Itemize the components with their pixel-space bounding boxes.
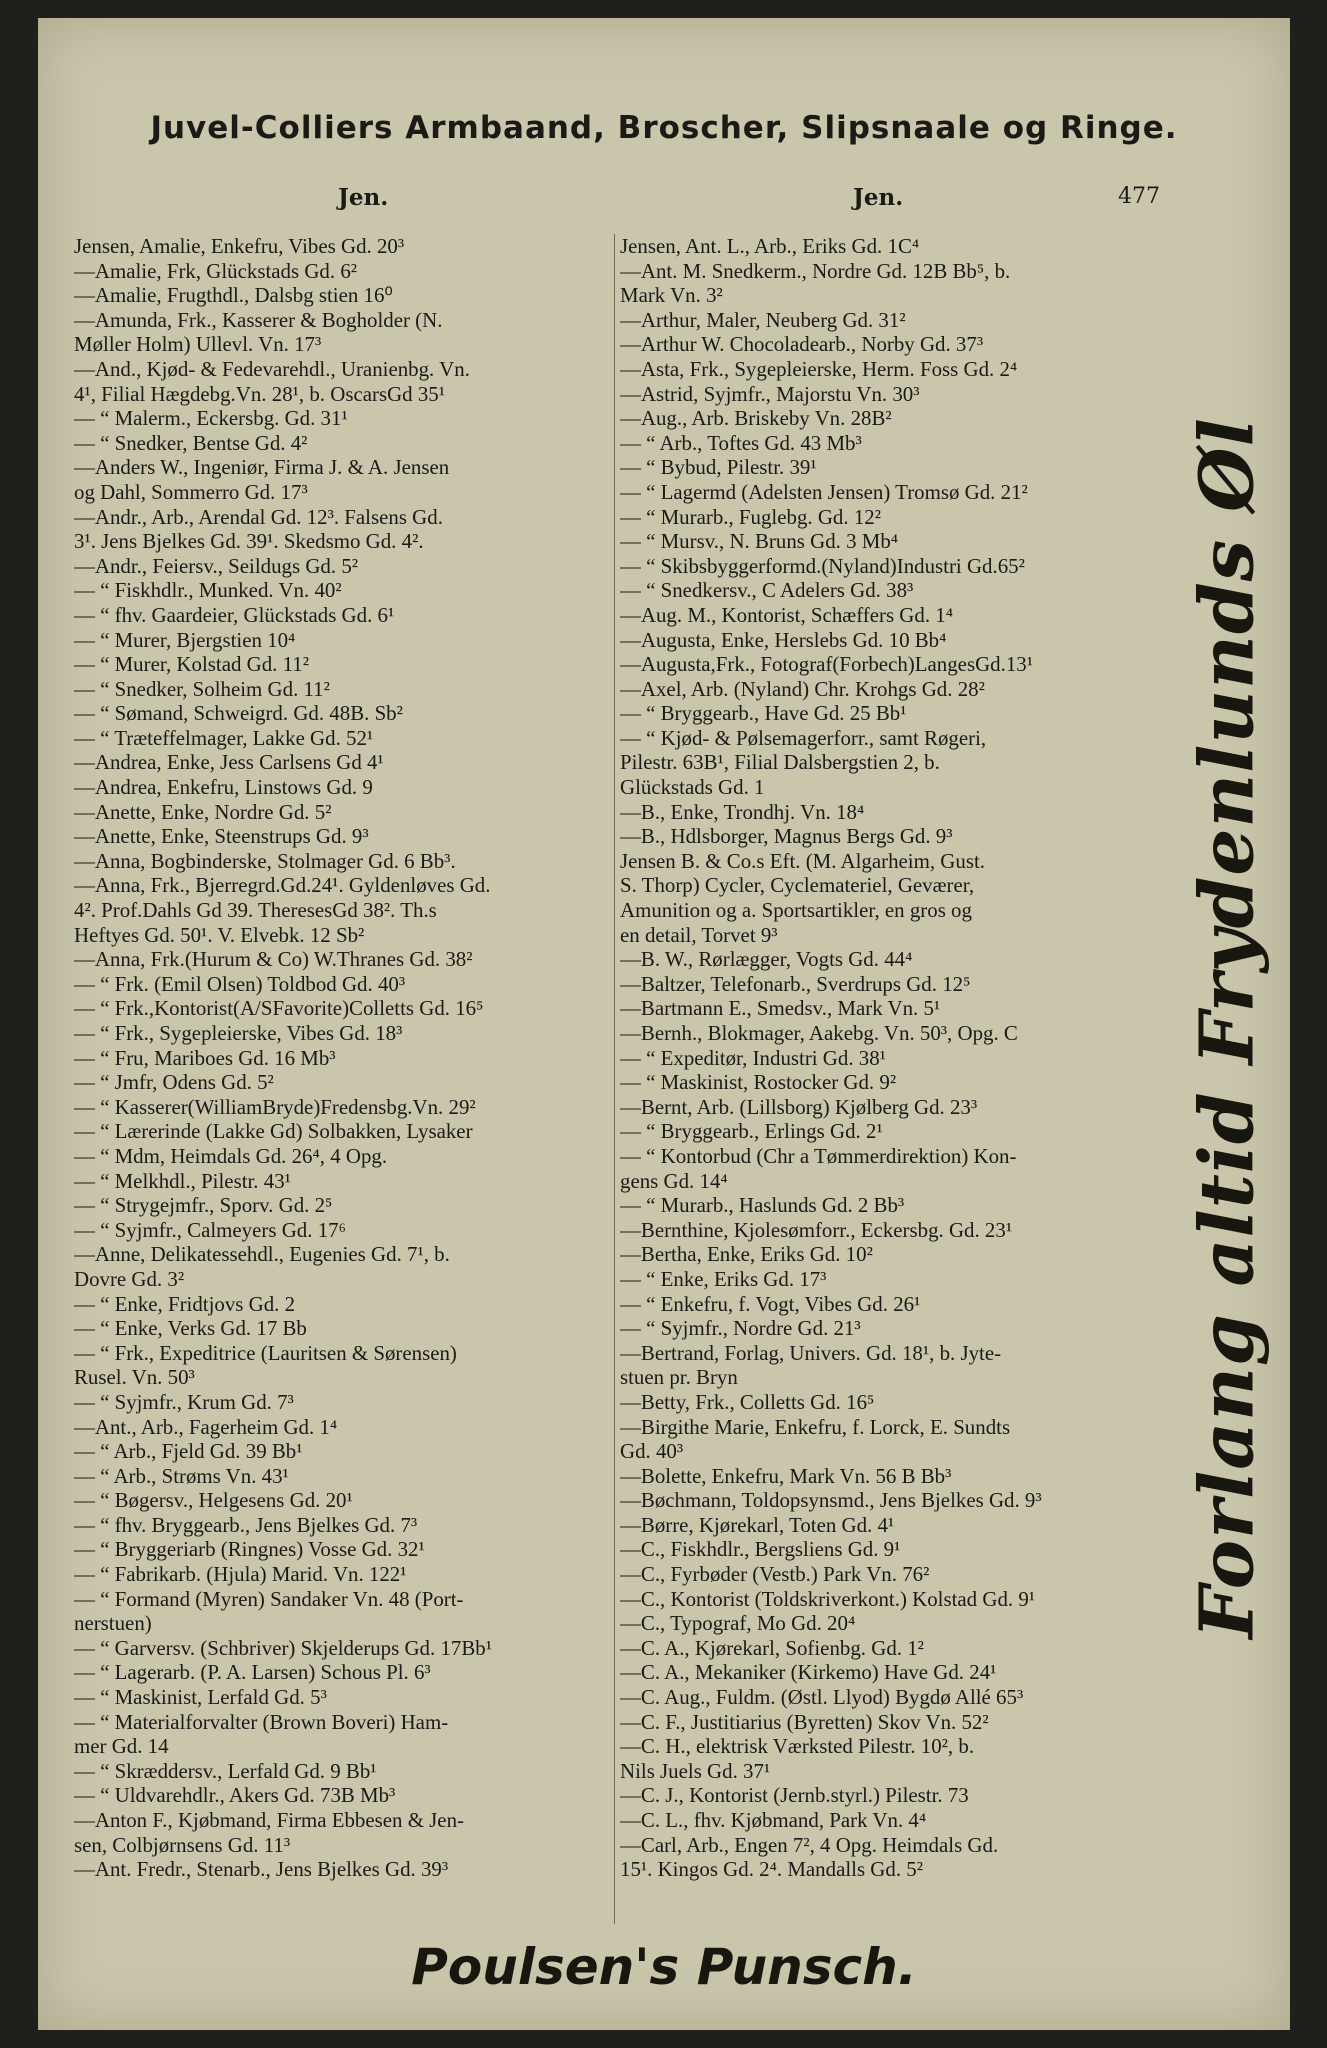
directory-entry-line: Dovre Gd. 3² [74,1266,185,1291]
directory-entry-line: —Arthur W. Chocoladearb., Norby Gd. 37³ [620,332,984,357]
directory-entry-line: — “ fhv. Gaardeier, Glückstads Gd. 6¹ [74,602,395,627]
directory-entry-line: —Astrid, Syjmfr., Majorstu Vn. 30³ [620,381,920,406]
page-number: 477 [1118,184,1160,209]
directory-entry-line: — “ Enke, Fridtjovs Gd. 2 [74,1291,296,1316]
directory-entry-line: Rusel. Vn. 50³ [74,1365,195,1390]
directory-entry-line: —Anna, Frk.(Hurum & Co) W.Thranes Gd. 38² [74,947,473,972]
directory-entry-line: — “ Sømand, Schweigrd. Gd. 48B. Sb² [74,701,403,726]
running-head-left: Jen. [338,184,389,211]
directory-entry-line: — “ Skibsbyggerformd.(Nyland)Industri Gd.65² [620,553,1025,578]
directory-entry-line: — “ Arb., Strøms Vn. 43¹ [74,1463,289,1488]
directory-entry-line: — “ fhv. Bryggearb., Jens Bjelkes Gd. 7³ [74,1512,418,1537]
directory-entry-line: —C. A., Mekaniker (Kirkemo) Have Gd. 24¹ [620,1660,997,1685]
directory-entry-line: gens Gd. 14⁴ [620,1168,728,1193]
directory-entry-line: — “ Syjmfr., Krum Gd. 7³ [74,1389,294,1414]
directory-entry-line: — “ Formand (Myren) Sandaker Vn. 48 (Port- [74,1586,464,1611]
directory-entry-line: — “ Fru, Mariboes Gd. 16 Mb³ [74,1045,336,1070]
directory-entry-line: — “ Snedkersv., C Adelers Gd. 38³ [620,578,914,603]
directory-entry-line: — “ Frk.,Kontorist(A/SFavorite)Colletts Gd. 16⁵ [74,996,484,1021]
directory-entry-line: S. Thorp) Cycler, Cyclemateriel, Geværer, [620,873,975,898]
column-divider [614,234,615,1924]
directory-entry-line: Gd. 40³ [620,1439,684,1464]
directory-entry-line: —Ant. Fredr., Stenarb., Jens Bjelkes Gd. 39³ [74,1857,449,1882]
directory-entry-line: — “ Mdm, Heimdals Gd. 26⁴, 4 Opg. [74,1143,388,1168]
directory-entry-line: — “ Melkhdl., Pilestr. 43¹ [74,1168,291,1193]
directory-entry-line: —Andr., Arb., Arendal Gd. 12³. Falsens Gd. [74,504,443,529]
directory-entry-line: — “ Uldvarehdlr., Akers Gd. 73B Mb³ [74,1783,396,1808]
directory-entry-line: —Birgithe Marie, Enkefru, f. Lorck, E. Sundts [620,1414,1011,1439]
directory-entry-line: — “ Lærerinde (Lakke Gd) Solbakken, Lysaker [74,1119,473,1144]
directory-entry-line: —Augusta, Enke, Herslebs Gd. 10 Bb⁴ [620,627,947,652]
directory-entry-line: — “ Malerm., Eckersbg. Gd. 31¹ [74,406,348,431]
directory-entry-line: —C., Kontorist (Toldskriverkont.) Kolstad Gd. 9¹ [620,1586,1036,1611]
directory-entry-line: —C., Fiskhdlr., Bergsliens Gd. 9¹ [620,1537,901,1562]
directory-entry-line: — “ Fiskhdlr., Munked. Vn. 40² [74,578,342,603]
directory-entry-line: — “ Maskinist, Lerfald Gd. 5³ [74,1685,327,1710]
directory-entry-line: —C. F., Justitiarius (Byretten) Skov Vn. 52² [620,1709,989,1734]
directory-entry-line: —Aug., Arb. Briskeby Vn. 28B² [620,406,892,431]
directory-entry-line: — “ Murer, Bjergstien 10⁴ [74,627,296,652]
directory-entry-line: — “ Syjmfr., Nordre Gd. 21³ [620,1316,861,1341]
directory-entry-line: —Augusta,Frk., Fotograf(Forbech)LangesGd.13¹ [620,652,1033,677]
directory-entry-line: —Bolette, Enkefru, Mark Vn. 56 B Bb³ [620,1463,952,1488]
left-column [74,234,614,1882]
directory-entry-line: —Anton F., Kjøbmand, Firma Ebbesen & Jen- [74,1808,464,1832]
directory-entry-line: —C. J., Kontorist (Jernb.styrl.) Pilestr. 73 [620,1783,969,1808]
directory-entry-line: Jensen, Amalie, Enkefru, Vibes Gd. 20³ [74,234,405,258]
directory-entry-line: — “ Frk., Sygepleierske, Vibes Gd. 18³ [74,1021,403,1045]
directory-entry-line: — “ Murarb., Haslunds Gd. 2 Bb³ [620,1193,905,1218]
directory-entry-line: — “ Murer, Kolstad Gd. 11² [74,652,309,677]
directory-entry-line: 4¹, Filial Hægdebg.Vn. 28¹, b. OscarsGd 35¹ [74,381,446,406]
directory-entry-line: —C. L., fhv. Kjøbmand, Park Vn. 4⁴ [620,1808,927,1832]
directory-entry-line: —Andr., Feiersv., Seildugs Gd. 5² [74,553,359,578]
directory-entry-line: —Anna, Bogbinderske, Stolmager Gd. 6 Bb³. [74,848,456,873]
directory-entry-line: —Bartmann E., Smedsv., Mark Vn. 5¹ [620,996,941,1021]
directory-entry-line: — “ Syjmfr., Calmeyers Gd. 17⁶ [74,1217,346,1242]
directory-entry-line: — “ Snedker, Solheim Gd. 11² [74,676,330,701]
directory-entry-line: — “ Strygejmfr., Sporv. Gd. 2⁵ [74,1193,333,1218]
directory-entry-line: Amunition og a. Sportsartikler, en gros og [620,898,972,923]
directory-entry-line: —B., Enke, Trondhj. Vn. 18⁴ [620,799,865,824]
directory-entry-line: — “ Kjød- & Pølsemagerforr., samt Røgeri, [620,725,987,750]
directory-entry-line: — “ Arb., Fjeld Gd. 39 Bb¹ [74,1439,303,1464]
directory-entry-line: —And., Kjød- & Fedevarehdl., Uranienbg. Vn. [74,356,470,381]
directory-entry-line: — “ Bybud, Pilestr. 39¹ [620,455,817,480]
directory-entry-line: — “ Bryggeriarb (Ringnes) Vosse Gd. 32¹ [74,1537,425,1562]
directory-entry-line: — “ Bryggearb., Have Gd. 25 Bb¹ [620,701,907,726]
directory-entry-line: — “ Bryggearb., Erlings Gd. 2¹ [620,1119,883,1144]
directory-entry-line: —Ant. M. Snedkerm., Nordre Gd. 12B Bb⁵, b. [620,258,1011,283]
directory-entry-line: — “ Expeditør, Industri Gd. 38¹ [620,1045,886,1070]
directory-entry-line: — “ Lagerarb. (P. A. Larsen) Schous Pl. 6³ [74,1660,431,1685]
directory-entry-line: —C., Fyrbøder (Vestb.) Park Vn. 76² [620,1562,930,1587]
directory-entry-line: —B. W., Rørlægger, Vogts Gd. 44⁴ [620,947,913,972]
directory-entry-line: stuen pr. Bryn [620,1365,738,1390]
right-column [620,234,1172,1882]
directory-entry-line: — “ Arb., Toftes Gd. 43 Mb³ [620,430,862,455]
side-advertisement-text: Forlang altid Frydenlunds Øl [1185,417,1272,1639]
directory-entry-line: — “ Garversv. (Schbriver) Skjelderups Gd. 17Bb¹ [74,1635,492,1660]
directory-entry-line: og Dahl, Sommerro Gd. 17³ [74,479,308,504]
side-advertisement [1153,417,1303,1639]
directory-entry-line: —Bernthine, Kjolesømforr., Eckersbg. Gd. 23¹ [620,1217,1013,1242]
directory-entry-line: — “ Kasserer(WilliamBryde)Fredensbg.Vn. 29² [74,1094,476,1119]
directory-entry-line: —Anne, Delikatessehdl., Eugenies Gd. 7¹, b. [74,1242,450,1267]
directory-entry-line: —Anette, Enke, Nordre Gd. 5² [74,799,332,824]
directory-entry-line: — “ Fabrikarb. (Hjula) Marid. Vn. 122¹ [74,1562,407,1587]
directory-entry-line: —Anette, Enke, Steenstrups Gd. 9³ [74,824,369,849]
directory-entry-line: — “ Jmfr, Odens Gd. 5² [74,1070,274,1095]
directory-entry-line: —Bertrand, Forlag, Univers. Gd. 18¹, b. Jyte- [620,1340,1002,1365]
directory-entry-line: — “ Maskinist, Rostocker Gd. 9² [620,1070,897,1095]
directory-entry-line: mer Gd. 14 [74,1734,169,1759]
top-advertisement: Juvel-Colliers Armbaand, Broscher, Slipsnaale og Ringe. [150,110,1178,146]
directory-entry-line: —Amunda, Frk., Kasserer & Bogholder (N. [74,307,443,332]
directory-entry-line: —Anders W., Ingeniør, Firma J. & A. Jensen [74,455,450,480]
directory-entry-line: — “ Enke, Eriks Gd. 17³ [620,1266,827,1291]
directory-entry-line: —Bernt, Arb. (Lillsborg) Kjølberg Gd. 23³ [620,1094,978,1119]
directory-entry-line: Heftyes Gd. 50¹. V. Elvebk. 12 Sb² [74,922,365,947]
directory-entry-line: —Asta, Frk., Sygepleierske, Herm. Foss Gd. 2⁴ [620,356,1018,381]
directory-entry-line: —Ant., Arb., Fagerheim Gd. 1⁴ [74,1414,338,1439]
directory-entry-line: —C. Aug., Fuldm. (Østl. Llyod) Bygdø Allé 65³ [620,1685,1024,1710]
directory-entry-line: 15¹. Kingos Gd. 2⁴. Mandalls Gd. 5² [620,1857,923,1882]
directory-entry-line: —Bertha, Enke, Eriks Gd. 10² [620,1242,873,1267]
directory-entry-line: — “ Enke, Verks Gd. 17 Bb [74,1316,307,1341]
directory-entry-line: —Andrea, Enke, Jess Carlsens Gd 4¹ [74,750,384,775]
directory-entry-line: —C. H., elektrisk Værksted Pilestr. 10², b. [620,1734,975,1759]
directory-entry-line: —Bøchmann, Toldopsynsmd., Jens Bjelkes Gd. 9³ [620,1488,1042,1513]
directory-entry-line: — “ Mursv., N. Bruns Gd. 3 Mb⁴ [620,529,899,554]
directory-entry-line: —Amalie, Frugthdl., Dalsbg stien 16⁰ [74,283,393,308]
directory-entry-line: —Arthur, Maler, Neuberg Gd. 31² [620,307,906,332]
directory-entry-line: en detail, Torvet 9³ [620,922,778,947]
directory-entry-line: — “ Snedker, Bentse Gd. 4² [74,430,308,455]
directory-entry-line: Pilestr. 63B¹, Filial Dalsbergstien 2, b. [620,750,940,775]
directory-entry-line: nerstuen) [74,1611,152,1636]
directory-entry-line: —Carl, Arb., Engen 7², 4 Opg. Heimdals Gd. [620,1832,999,1857]
directory-entry-line: Mark Vn. 3² [620,283,723,308]
directory-entry-line: —C., Typograf, Mo Gd. 20⁴ [620,1611,856,1636]
directory-entry-line: — “ Frk. (Emil Olsen) Toldbod Gd. 40³ [74,971,406,996]
directory-entry-line: —Aug. M., Kontorist, Schæffers Gd. 1⁴ [620,602,954,627]
directory-entry-line: —Bernh., Blokmager, Aakebg. Vn. 50³, Opg. C [620,1021,1018,1045]
directory-entry-line: —Baltzer, Telefonarb., Sverdrups Gd. 12⁵ [620,971,971,996]
directory-entry-line: — “ Bøgersv., Helgesens Gd. 20¹ [74,1488,353,1513]
directory-entry-line: — “ Skræddersv., Lerfald Gd. 9 Bb¹ [74,1758,377,1783]
directory-entry-line: Jensen, Ant. L., Arb., Eriks Gd. 1C⁴ [620,234,920,258]
directory-entry-line: —Amalie, Frk, Glückstads Gd. 6² [74,258,358,283]
directory-entry-line: —B., Hdlsborger, Magnus Bergs Gd. 9³ [620,824,953,849]
directory-entry-line: sen, Colbjørnsens Gd. 11³ [74,1832,291,1857]
directory-entry-line: — “ Frk., Expeditrice (Lauritsen & Sørensen) [74,1340,457,1365]
directory-entry-line: Nils Juels Gd. 37¹ [620,1758,771,1783]
directory-entry-line: — “ Materialforvalter (Brown Boveri) Ham- [74,1709,449,1734]
directory-entry-line: — “ Lagermd (Adelsten Jensen) Tromsø Gd. 21² [620,479,1028,504]
directory-entry-line: —Børre, Kjørekarl, Toten Gd. 4¹ [620,1512,895,1537]
directory-entry-line: —C. A., Kjørekarl, Sofienbg. Gd. 1² [620,1635,924,1660]
directory-entry-line: Glückstads Gd. 1 [620,775,765,800]
directory-entry-line: — “ Murarb., Fuglebg. Gd. 12² [620,504,881,529]
directory-entry-line: Jensen B. & Co.s Eft. (M. Algarheim, Gust. [620,848,985,873]
directory-entry-line: —Betty, Frk., Colletts Gd. 16⁵ [620,1389,875,1414]
bottom-advertisement: Poulsen's Punsch. [411,1938,917,1996]
directory-entry-line: — “ Kontorbud (Chr a Tømmerdirektion) Kon- [620,1143,1017,1168]
directory-entry-line: —Anna, Frk., Bjerregrd.Gd.24¹. Gyldenløves Gd. [74,873,491,898]
directory-entry-line: — “ Træteffelmager, Lakke Gd. 52¹ [74,725,374,750]
directory-entry-line: —Andrea, Enkefru, Linstows Gd. 9 [74,775,373,800]
directory-entry-line: 4². Prof.Dahls Gd 39. TheresesGd 38². Th.s [74,898,437,923]
running-head-right: Jen. [853,184,904,211]
directory-entry-line: —Axel, Arb. (Nyland) Chr. Krohgs Gd. 28² [620,676,985,701]
directory-entry-line: 3¹. Jens Bjelkes Gd. 39¹. Skedsmo Gd. 4². [74,529,424,554]
directory-entry-line: Møller Holm) Ullevl. Vn. 17³ [74,332,322,357]
directory-page [38,18,1290,2030]
directory-entry-line: — “ Enkefru, f. Vogt, Vibes Gd. 26¹ [620,1291,921,1316]
